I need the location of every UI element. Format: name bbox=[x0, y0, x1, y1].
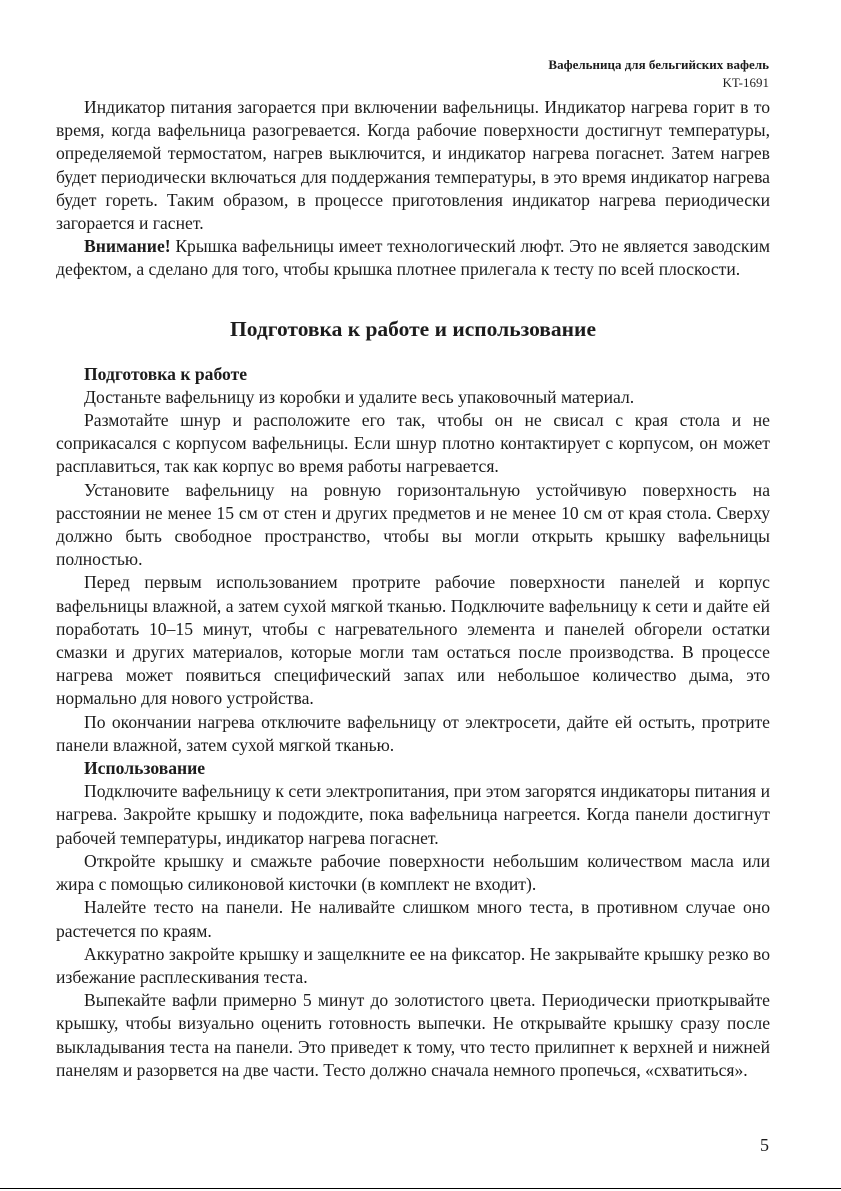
preparation-paragraph: Перед первым использованием протрите рабочие поверхности панелей и корпус вафельницы влажной, а затем сухой мягкой тканью. Подключите вафельницу к сети и дайте ей поработать 10–15 минут, чтобы с нагревательного элемента и панелей обгорели остатки смазки и других материалов, которые могли там остаться после производства. В процессе нагрева может появиться специфический запах или небольшое количество дыма, это нормально для нового устройства. bbox=[56, 572, 770, 709]
warning-text: Крышка вафельницы имеет технологический люфт. Это не является заводским дефектом, а сделано для того, чтобы крышка плотнее прилегала к тесту по всей плоскости. bbox=[56, 236, 770, 280]
intro-paragraph: Индикатор питания загорается при включении вафельницы. Индикатор нагрева горит в то время, когда вафельница разогревается. Когда рабочие поверхности достигнут температуры, определяемой термостатом, нагрев выключится, и индикатор нагрева погаснет. Затем нагрев будет периодически включаться для поддержания температуры, в это время индикатор нагрева будет гореть. Таким образом, в процессе приготовления индикатор нагрева периодически загорается и гаснет. bbox=[56, 97, 770, 234]
section-title: Подготовка к работе и использование bbox=[230, 316, 596, 341]
preparation-heading: Подготовка к работе bbox=[84, 363, 248, 384]
usage-paragraph: Налейте тесто на панели. Не наливайте слишком много теста, в противном случае оно растечется по краям. bbox=[56, 897, 770, 941]
usage-paragraph: Выпекайте вафли примерно 5 минут до золотистого цвета. Периодически приоткрывайте крышку, чтобы визуально оценить готовность выпечки. Не открывайте крышку сразу после выкладывания теста на панели. Это приведет к тому, что тесто прилипнет к верхней и нижней панелям и разорвется на две части. Тесто должно сначала немного пропечься, «схватиться». bbox=[56, 990, 770, 1080]
preparation-paragraph: По окончании нагрева отключите вафельницу от электросети, дайте ей остыть, протрите панели влажной, затем сухой мягкой тканью. bbox=[56, 711, 770, 755]
page-number: 5 bbox=[760, 1135, 769, 1155]
preparation-paragraph: Размотайте шнур и расположите его так, чтобы он не свисал с края стола и не соприкасался с корпусом вафельницы. Если шнур плотно контактирует с корпусом, он может расплавиться, так как корпус во время работы нагревается. bbox=[56, 410, 770, 477]
usage-paragraph: Аккуратно закройте крышку и защелкните ее на фиксатор. Не закрывайте крышку резко во избежание расплескивания теста. bbox=[56, 943, 770, 987]
preparation-paragraph: Достаньте вафельницу из коробки и удалите весь упаковочный материал. bbox=[84, 386, 635, 407]
header-model: KT-1691 bbox=[722, 75, 769, 90]
warning-paragraph bbox=[56, 235, 770, 281]
usage-paragraph: Подключите вафельницу к сети электропитания, при этом загорятся индикаторы питания и нагрева. Закройте крышку и подождите, пока вафельница нагреется. Когда панели достигнут рабочей температуры, индикатор нагрева погаснет. bbox=[56, 781, 770, 848]
warning-label: Внимание! bbox=[84, 236, 171, 257]
header-title: Вафельница для бельгийских вафель bbox=[548, 57, 769, 72]
usage-heading: Использование bbox=[84, 758, 206, 779]
preparation-paragraph: Установите вафельницу на ровную горизонтальную устойчивую поверхность на расстоянии не менее 15 см от стен и других предметов и не менее 10 см от края стола. Сверху должно быть свободное пространство, чтобы вы могли открыть крышку вафельницы полностью. bbox=[56, 479, 770, 570]
page-header bbox=[548, 56, 769, 92]
page-content bbox=[56, 96, 770, 1082]
usage-paragraph: Откройте крышку и смажьте рабочие поверхности небольшим количеством масла или жира с помощью силиконовой кисточки (в комплект не входит). bbox=[56, 850, 770, 895]
bottom-rule bbox=[0, 1188, 841, 1189]
